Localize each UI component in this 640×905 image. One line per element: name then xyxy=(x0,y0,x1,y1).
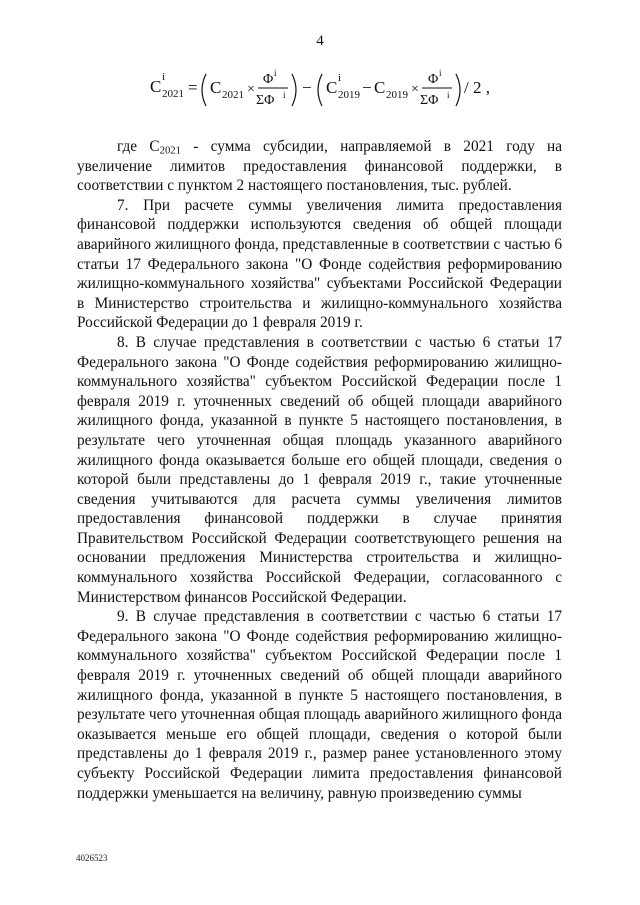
formula-sup-i: i xyxy=(162,71,166,83)
formula-base-c: C xyxy=(150,77,162,96)
formula-times: × xyxy=(411,82,419,97)
document-id: 4026523 xyxy=(76,853,108,863)
formula-sub-2019: 2019 xyxy=(338,89,360,101)
formula-sup-i: i xyxy=(338,72,342,84)
paren-open-1 xyxy=(202,74,206,106)
formula-base-c: C xyxy=(210,78,222,97)
formula-equals: = xyxy=(188,78,198,97)
formula-phi: Φ xyxy=(428,72,439,87)
formula-minus: − xyxy=(302,78,312,97)
formula-minus: − xyxy=(362,78,372,97)
definition-text: - сумма субсидии, направляемой в 2021 году на увеличение лимитов предоставления финансовой поддержки, в соответствии с пунктом 2 настоящего постановления, тыс. рублей. xyxy=(77,138,562,195)
formula-sub-2019: 2019 xyxy=(386,89,408,101)
formula-sub-2021: 2021 xyxy=(162,88,184,100)
page-number: 4 xyxy=(316,33,324,49)
definition-intro: где C xyxy=(117,138,160,155)
paren-close-1 xyxy=(292,74,296,106)
formula-sup-i: i xyxy=(439,68,442,78)
paragraph-9: 9. В случае представления в соответствии с частью 6 статьи 17 Федерального закона "О Фонде содействия реформированию жилищно-коммунального хозяйства" субъектом Российской Федерации после 1 февраля 2019 г. уточненных сведений об общей площади аварийного жилищного фонда, указанной в пункте 5 настоящего постановления, в результате чего уточненная общая площадь аварийного жилищного фонда оказывается меньше его общей площади, сведения о которой были представлены до 1 февраля 2019 г., размер ранее установленного этому субъекту Российской Федерации лимита предоставления финансовой поддержки уменьшается на величину, равную произведению суммы xyxy=(77,608,563,802)
definition-paragraph xyxy=(77,137,562,196)
paragraph-8: 8. В случае представления в соответствии с частью 6 статьи 17 Федерального закона "О Фонде содействия реформированию жилищно-коммунального хозяйства" субъектом Российской Федерации после 1 февраля 2019 г. уточненных сведений об общей площади аварийного жилищного фонда, указанной в пункте 5 настоящего постановления, в результате чего уточненная общая площадь указанного аварийного жилищного фонда оказывается больше его общей площади, сведения о которой были представлены до 1 февраля 2019 г., такие уточненные сведения учитываются для расчета суммы увеличения лимитов предоставления финансовой поддержки в случае принятия Правительством Российской Федерации соответствующего решения на основании предложения Министерства строительства и жилищно-коммунального хозяйства Российской Федерации, согласованного с Министерством финансов Российской Федерации. xyxy=(77,333,562,606)
formula-base-c: C xyxy=(326,78,338,97)
paragraph-7: 7. При расчете суммы увеличения лимита предоставления финансовой поддержки используются сведения об общей площади аварийного жилищного фонда, представленные в соответствии с частью 6 статьи 17 Федерального закона "О Фонде содействия реформированию жилищно-коммунального хозяйства" субъектами Российской Федерации в Министерство строительства и жилищно-коммунального хозяйства Российской Федерации до 1 февраля 2019 г. xyxy=(77,196,562,332)
paren-open-2 xyxy=(318,74,322,106)
formula-sigma-phi: ΣΦ xyxy=(420,93,439,108)
formula-tail: / 2 , xyxy=(464,78,490,97)
definition-intro-sub: 2021 xyxy=(159,144,181,157)
formula-sigma-phi: ΣΦ xyxy=(256,93,275,108)
formula-sub-2021: 2021 xyxy=(222,89,244,101)
formula-phi: Φ xyxy=(263,72,274,87)
formula-sup-i: i xyxy=(283,90,286,100)
formula-sup-i: i xyxy=(274,68,277,78)
formula-base-c: C xyxy=(374,78,386,97)
subsidy-formula xyxy=(150,66,490,114)
document-body xyxy=(77,137,562,803)
paren-close-2 xyxy=(456,74,460,106)
formula-sup-i: i xyxy=(447,90,450,100)
formula-times: × xyxy=(247,82,255,97)
